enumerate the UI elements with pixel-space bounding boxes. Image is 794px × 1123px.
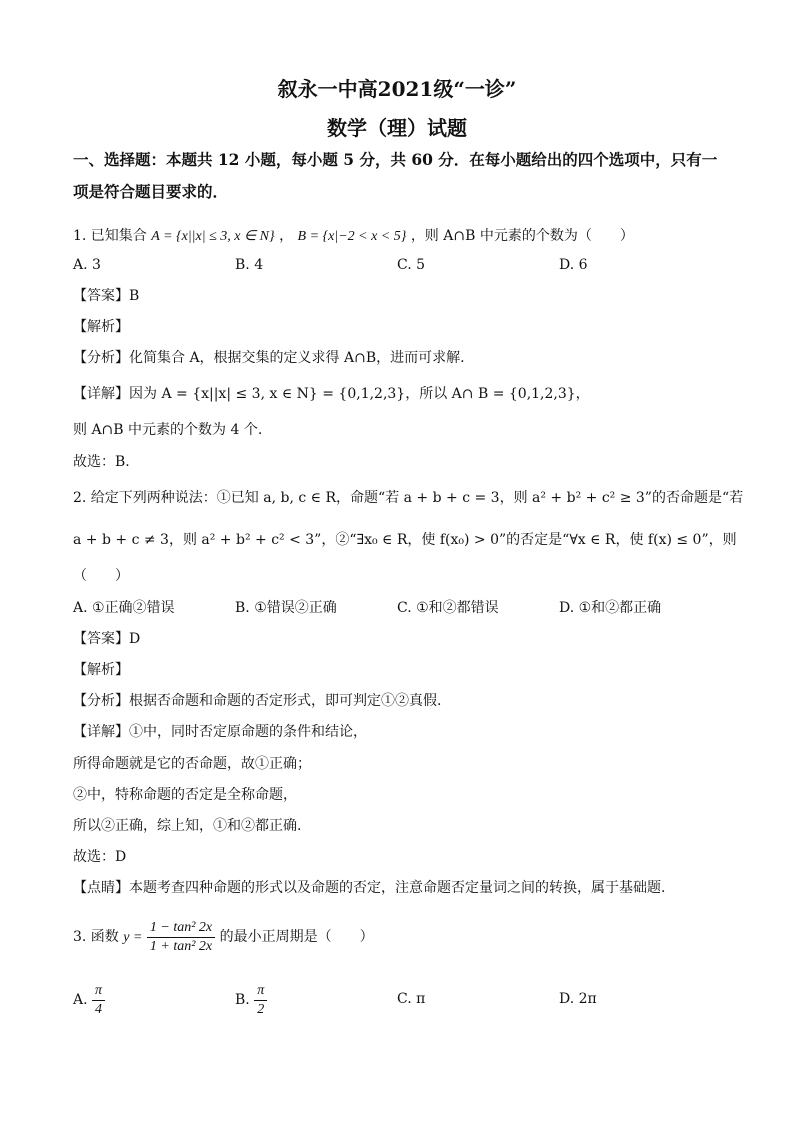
section-heading-line2: 项是符合题目要求的． [73,182,229,201]
q3-option-b-den: 2 [257,1001,265,1017]
q3-option-a-den: 4 [95,1001,103,1017]
q3-tail: 的最小正周期是（ ） [219,929,374,945]
q3-option-d: D. 2π [559,991,597,1007]
page-title: 叙永一中高2021级“一诊” [277,77,517,101]
q2-sentence-3: 所以②正确，综上知，①和②都正确. [73,818,302,834]
q2-sentence-1: 所得命题就是它的否命题，故①正确； [73,756,311,772]
q3-option-a-fraction [92,982,105,1019]
q2-option-c: C. ①和②都错误 [397,600,499,616]
q1-set-a: A = {x||x| ≤ 3, x ∈ N} [151,229,275,244]
q2-line3: （ ） [73,568,129,584]
q2-xiangjie: 【详解】①中，同时否定原命题的条件和结论， [73,724,367,740]
q1-tail: ，则 A∩B 中元素的个数为（ ） [410,228,634,244]
q2-option-a: A. ①正确②错误 [73,600,175,616]
q3-fraction [147,919,215,956]
q1-answer: 【答案】B [73,288,140,304]
q2-line2: a + b + c ≠ 3，则 a² + b² + c² < 3”，②“∃x₀ ∈ R，使 f(x₀) > 0”的否定是“∀x ∈ R，使 f(x) ≤ 0”，则 [73,532,737,548]
q2-sentence-2: ②中，特称命题的否定是全称命题， [73,787,297,803]
q1-option-c: C. 5 [397,257,426,273]
q2-option-d: D. ①和②都正确 [559,600,662,616]
q2-fenxi: 【分析】根据否命题和命题的否定形式，即可判定①②真假. [73,693,442,709]
q1-option-a: A. 3 [73,257,101,273]
q3-option-a [73,980,105,1020]
section-heading-line1: 一、选择题：本题共 12 小题，每小题 5 分，共 60 分．在每小题给出的四个选项中，只有一 [73,150,718,169]
q1-analysis-label: 【解析】 [73,319,129,335]
q1-fenxi: 【分析】化简集合 A，根据交集的定义求得 A∩B，进而可求解. [73,350,465,366]
q2-dianjing: 【点睛】本题考查四种命题的形式以及命题的否定，注意命题否定量词之间的转换，属于基础题. [73,880,666,896]
q1-comma: ， [279,228,294,244]
q3-prefix: 3. 函数 [73,929,119,945]
q3-denominator: 1 + tan² 2x [149,938,213,954]
q1-choose: 故选：B. [73,454,130,470]
q3-numerator: 1 − tan² 2x [147,919,215,938]
q3-option-a-label: A. [73,992,88,1008]
q1-conclusion: 则 A∩B 中元素的个数为 4 个. [73,422,263,438]
q2-analysis-label: 【解析】 [73,662,129,678]
q1-stem [73,226,634,247]
q3-option-a-num: π [92,982,105,1001]
q2-option-b: B. ①错误②正确 [235,600,337,616]
q3-stem [73,915,374,960]
q1-option-d: D. 6 [559,257,588,273]
q3-option-b-fraction [254,982,267,1019]
q3-option-b-label: B. [235,992,250,1008]
q3-option-c: C. π [397,991,426,1007]
q3-option-b [235,980,267,1020]
q2-line1: 2. 给定下列两种说法：①已知 a, b, c ∈ R，命题“若 a + b + c = 3，则 a² + b² + c² ≥ 3”的否命题是“若 [73,490,744,506]
q2-choose: 故选：D [73,849,127,865]
q3-option-b-num: π [254,982,267,1001]
q1-stem-text: 1. 已知集合 [73,228,147,244]
q3-y: y = [123,930,143,945]
q1-set-b: B = {x|−2 < x < 5} [297,229,407,244]
page-subtitle: 数学（理）试题 [327,116,467,140]
q1-option-b: B. 4 [235,257,264,273]
q2-answer: 【答案】D [73,631,141,647]
q1-xiangjie: 【详解】因为 A = {x||x| ≤ 3, x ∈ N} = {0,1,2,3}，所以 A∩ B = {0,1,2,3}， [73,386,590,402]
